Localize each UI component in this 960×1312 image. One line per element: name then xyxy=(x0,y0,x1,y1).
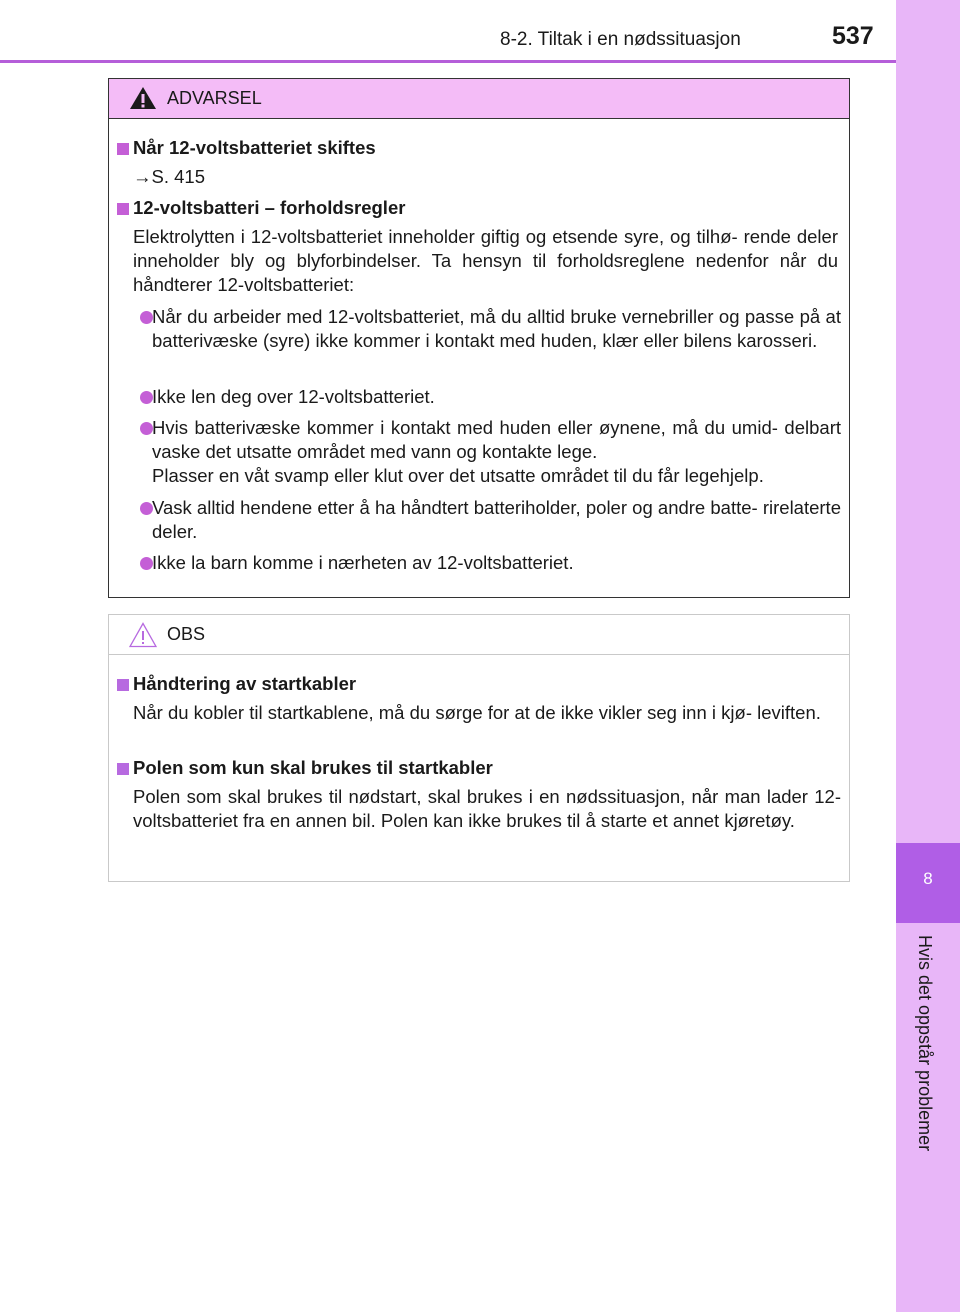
warning-bullet: Vask alltid hendene etter å ha håndtert batteriholder, poler og andre batte- rirelaterte deler. xyxy=(152,497,841,542)
warning-box xyxy=(108,78,850,598)
chapter-number: 8 xyxy=(923,869,933,888)
notice-paragraph: Når du kobler til startkablene, må du sørge for at de ikke vikler seg inn i kjø- leviften. xyxy=(133,702,821,723)
side-tab xyxy=(896,0,960,1312)
warning-bullet-continuation: Plasser en våt svamp eller klut over det utsatte området til du får legehjelp. xyxy=(152,465,764,486)
notice-label: OBS xyxy=(167,624,206,644)
square-bullet-icon xyxy=(117,763,129,775)
square-bullet-icon xyxy=(117,143,129,155)
warning-bullet: Ikke len deg over 12-voltsbatteriet. xyxy=(152,386,435,407)
arrow-right-icon: → xyxy=(133,166,152,187)
section-title: 8-2. Tiltak i en nødssituasjon xyxy=(500,29,741,50)
notice-paragraph: Polen som skal brukes til nødstart, skal brukes i en nødssituasjon, når man lader 12-voltsbatteriet fra en annen bil. Polen kan ikke brukes til å starte et annet kjøretøy. xyxy=(133,786,841,831)
chapter-title: Hvis det oppstår problemer xyxy=(915,935,935,1152)
header-rule xyxy=(0,60,896,63)
notice-box xyxy=(108,614,850,882)
warning-label: ADVARSEL xyxy=(167,88,262,108)
notice-heading-jumper-cables: Håndtering av startkabler xyxy=(133,673,357,694)
warning-bullet: Når du arbeider med 12-voltsbatteriet, må du alltid bruke vernebriller og passe på at batterivæske (syre) ikke kommer i kontakt med huden, klær eller bilens karosseri. xyxy=(152,306,841,351)
warning-bullet: Hvis batterivæske kommer i kontakt med huden eller øynene, må du umid- delbart vaske det utsatte området med vann og kontakte lege. xyxy=(152,417,841,462)
square-bullet-icon xyxy=(117,203,129,215)
notice-heading-jump-terminal: Polen som kun skal brukes til startkabler xyxy=(133,757,493,778)
page-reference[interactable] xyxy=(133,166,205,188)
notice-box-header xyxy=(109,615,849,655)
caution-triangle-icon xyxy=(129,622,157,648)
chapter-tab[interactable] xyxy=(896,843,960,923)
warning-bullet: Ikke la barn komme i nærheten av 12-voltsbatteriet. xyxy=(152,552,574,573)
warning-triangle-icon xyxy=(129,86,157,110)
warning-heading-precautions: 12-voltsbatteri – forholdsregler xyxy=(133,197,406,218)
warning-box-header xyxy=(109,79,849,119)
square-bullet-icon xyxy=(117,679,129,691)
page-number: 537 xyxy=(832,22,874,50)
warning-heading-battery-replace: Når 12-voltsbatteriet skiftes xyxy=(133,137,376,158)
warning-paragraph: Elektrolytten i 12-voltsbatteriet inneholder giftig og etsende syre, og tilhø- rende deler inneholder bly og blyforbindelser. Ta hensyn til forholdsreglene nedenfor når du håndterer 12-voltsbatteriet: xyxy=(133,226,838,295)
page-reference-label: S. 415 xyxy=(151,166,205,187)
